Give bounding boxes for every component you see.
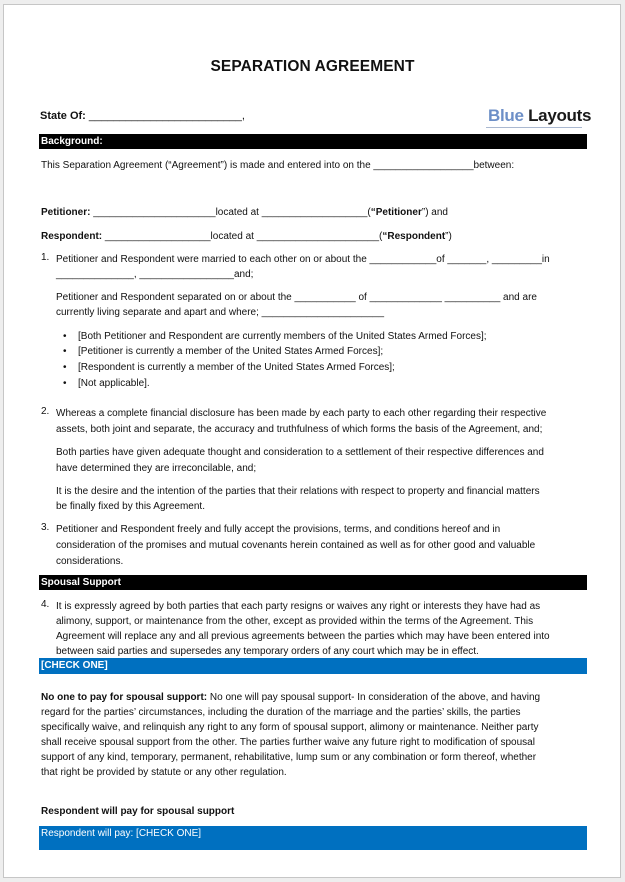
no-one-pays-line-3: specifically waive, and relinquish any right to any form of spousal support, alimony or maintenance. Neither party — [41, 722, 539, 733]
petitioner-label: Petitioner: — [41, 207, 91, 218]
bullet-icon: • — [63, 331, 67, 342]
no-one-pays-label: No one to pay for spousal support: — [41, 692, 208, 703]
respondent-will-pay-bar[interactable]: Respondent will pay: [CHECK ONE] — [39, 826, 587, 850]
clause-2-sub-2-line-1: It is the desire and the intention of the parties that their relations with respect to property and financial matters — [56, 486, 540, 497]
no-one-pays-line-5: support of any kind, temporary, permanent, rehabilitative, lump sum or any combination or form thereof, whether — [41, 752, 537, 763]
state-of-blank[interactable]: _________________________, — [88, 110, 245, 122]
background-section-header: Background: — [39, 134, 587, 149]
logo-layouts-text: Layouts — [528, 106, 592, 125]
clause-1-sub-line-1: Petitioner and Respondent separated on or about the ___________ of _____________ __________ and are — [56, 292, 537, 303]
clause-4-line-4: between said parties and supersedes any temporary orders of any court which may be in effect. — [56, 646, 479, 657]
clause-1-number: 1. — [41, 252, 50, 263]
respondent-defined-term: “Respondent — [382, 231, 446, 242]
clause-4-line-3: Agreement will replace any and all previous agreements between the parties which may have been entered into — [56, 631, 550, 642]
armed-forces-bullet: • [Not applicable]. — [78, 376, 150, 392]
petitioner-blank[interactable]: ______________________located at ___________________( — [90, 207, 371, 218]
clause-3-line-3: considerations. — [56, 556, 124, 567]
state-of-field[interactable] — [40, 110, 245, 122]
respondent-tail: ”) — [445, 231, 452, 242]
intro-text: This Separation Agreement (“Agreement”) is made and entered into on the __________________between: — [41, 160, 515, 171]
bullet-icon: • — [63, 362, 67, 373]
clause-2-line-1: Whereas a complete financial disclosure has been made by each party to each other regarding their respective — [56, 408, 547, 419]
clause-4-line-2: alimony, support, or maintenance from the other, except as provided within the terms of the Agreement. This — [56, 616, 534, 627]
clause-3-line-2: consideration of the promises and mutual covenants herein contained as well as for other good and valuable — [56, 540, 536, 551]
clause-3-number: 3. — [41, 522, 50, 533]
respondent-line[interactable] — [41, 229, 452, 245]
petitioner-line[interactable] — [41, 205, 448, 221]
petitioner-tail: ”) and — [421, 207, 448, 218]
clause-2-sub-1-line-1: Both parties have given adequate thought and consideration to a settlement of their respective differences and — [56, 447, 544, 458]
clause-2-line-2: assets, both joint and separate, the accuracy and truthfulness of which forms the basis of the Agreement, and; — [56, 424, 543, 435]
no-one-pays-line-4: shall receive spousal support from the other. The parties further waive any future right to modification of spousal — [41, 737, 535, 748]
armed-forces-bullet: • [Petitioner is currently a member of the United States Armed Forces]; — [78, 344, 383, 360]
logo-blue-text: Blue — [488, 106, 524, 125]
clause-4-number: 4. — [41, 599, 50, 610]
clause-4-line-1: It is expressly agreed by both parties that each party resigns or waives any right or interests they have had as — [56, 601, 541, 612]
clause-1-line-1: Petitioner and Respondent were married to each other on or about the ____________of _______, _________in — [56, 254, 550, 265]
bullet-icon: • — [63, 378, 67, 389]
bullet-icon: • — [63, 346, 67, 357]
armed-forces-bullet: • [Respondent is currently a member of the United States Armed Forces]; — [78, 360, 395, 376]
no-one-pays-line-1[interactable]: No one to pay for spousal support: No one will pay spousal support- In consideration of the above, and having — [41, 692, 541, 703]
clause-2-number: 2. — [41, 406, 50, 417]
respondent-blank[interactable]: ___________________located at ______________________( — [102, 231, 383, 242]
document-title: SEPARATION AGREEMENT — [210, 58, 415, 75]
clause-1-line-2: ______________, _________________and; — [56, 269, 254, 280]
state-of-label: State Of: — [40, 110, 86, 122]
clause-3-line-1: Petitioner and Respondent freely and fully accept the provisions, terms, and conditions hereof and in — [56, 524, 501, 535]
no-one-pays-line-2: regard for the parties’ circumstances, including the duration of the marriage and the parties’ skills, the parties — [41, 707, 521, 718]
clause-1-sub-line-2: currently living separate and apart and where; ______________________ — [56, 307, 385, 318]
clause-2-sub-1-line-2: have determined they are irreconcilable, and; — [56, 463, 257, 474]
logo-underline — [486, 127, 582, 128]
clause-2-sub-2-line-2: be finally fixed by this Agreement. — [56, 501, 205, 512]
respondent-pays-heading[interactable]: Respondent will pay for spousal support — [41, 806, 235, 817]
blue-layouts-logo — [488, 106, 591, 126]
no-one-pays-line-6: that right be provided by statute or any other regulation. — [41, 767, 287, 778]
petitioner-defined-term: “Petitioner — [370, 207, 422, 218]
armed-forces-bullet: • [Both Petitioner and Respondent are currently members of the United States Armed Forces]; — [78, 329, 487, 345]
check-one-bar[interactable]: [CHECK ONE] — [39, 658, 587, 674]
spousal-support-section-header: Spousal Support — [39, 575, 587, 590]
respondent-label: Respondent: — [41, 231, 103, 242]
